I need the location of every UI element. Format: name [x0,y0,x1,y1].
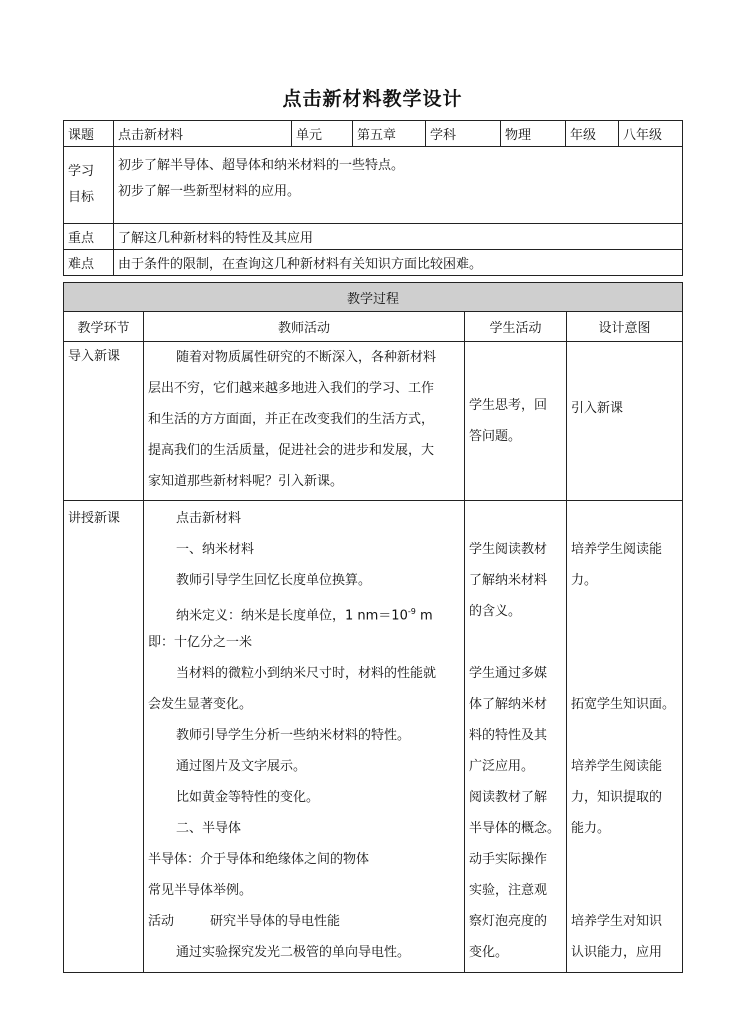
key-point-row [64,224,683,250]
lecture-intent: 培养学生阅读能 力。 拓宽学生知识面。 培养学生阅读能 力，知识提取的 能力。 培养学生对知识 认识能力，应用 [567,501,683,973]
goals-row [64,147,683,224]
goal-line: 初步了解一些新型材料的应用。 [118,184,301,199]
intro-teacher: 随着对物质属性研究的不断深入，各种新材料 层出不穷，它们越来越多地进入我们的学习、工作 和生活的方方面面，并正在改变我们的生活方式， 提高我们的生活质量，促进社会的进步和发展，大 家知道那些新材料呢？引入新课。 [144,342,465,501]
key-point-text: 了解这几种新材料的特性及其应用 [114,224,683,250]
lecture-teacher: 点击新材料 一、纳米材料 教师引导学生回忆长度单位换算。 纳米定义：纳米是长度单位，1 $nm=10^{-9}$ m 即：十亿分之一米 当材料的微粒小到纳米尺寸时，材料的性能就 会发生显著变化。 教师引导学生分析一些纳米材料的特性。 通过图片及文字展示。 比如黄金等特性的变化。 二、半导体 半导体：介于导体和绝缘体之间的物体 常见半导体举例。 活动 研究半导体的导电性能 通过实验探究发光二极管的单向导电性。 [144,501,465,973]
info-table [63,120,683,276]
header-student: 学生活动 [465,312,567,342]
header-stage: 教学环节 [64,312,144,342]
header-teacher: 教师活动 [144,312,465,342]
intro-student: 学生思考，回 答问题。 [465,342,567,501]
key-point-label: 重点 [64,224,114,250]
grade-label: 年级 [566,121,619,147]
goals-content [114,147,683,224]
topic-label: 课题 [64,121,114,147]
subject-value: 物理 [501,121,566,147]
grade-value: 八年级 [619,121,683,147]
intro-intent: 引入新课 [567,342,683,501]
nanometer-definition: 纳米定义：纳米是长度单位，1 $nm=10^{-9}$ m [176,607,433,624]
intro-stage: 导入新课 [64,342,144,501]
unit-value: 第五章 [353,121,426,147]
process-header-row [64,312,683,342]
subject-label: 学科 [426,121,501,147]
lecture-row [64,501,683,973]
info-row [64,121,683,147]
lecture-stage: 讲授新课 [64,501,144,973]
activity-line: 活动 研究半导体的导电性能 [148,914,341,929]
document-title: 点击新材料教学设计 [282,88,463,110]
difficulty-text: 由于条件的限制，在查询这几种新材料有关知识方面比较困难。 [114,250,683,276]
topic-value: 点击新材料 [114,121,292,147]
difficulty-label: 难点 [64,250,114,276]
header-intent: 设计意图 [567,312,683,342]
process-title: 教学过程 [64,283,683,312]
unit-label: 单元 [292,121,353,147]
goals-label: 学习 目标 [64,147,114,224]
intro-row [64,342,683,501]
goal-line: 初步了解半导体、超导体和纳米材料的一些特点。 [118,158,405,173]
difficulty-row [64,250,683,276]
lecture-student: 学生阅读教材 了解纳米材料 的含义。 学生通过多媒 体了解纳米材 料的特性及其 广泛应用。 阅读教材了解 半导体的概念。 动手实际操作 实验，注意观 察灯泡亮度的 变化。 [465,501,567,973]
process-table [63,282,683,973]
